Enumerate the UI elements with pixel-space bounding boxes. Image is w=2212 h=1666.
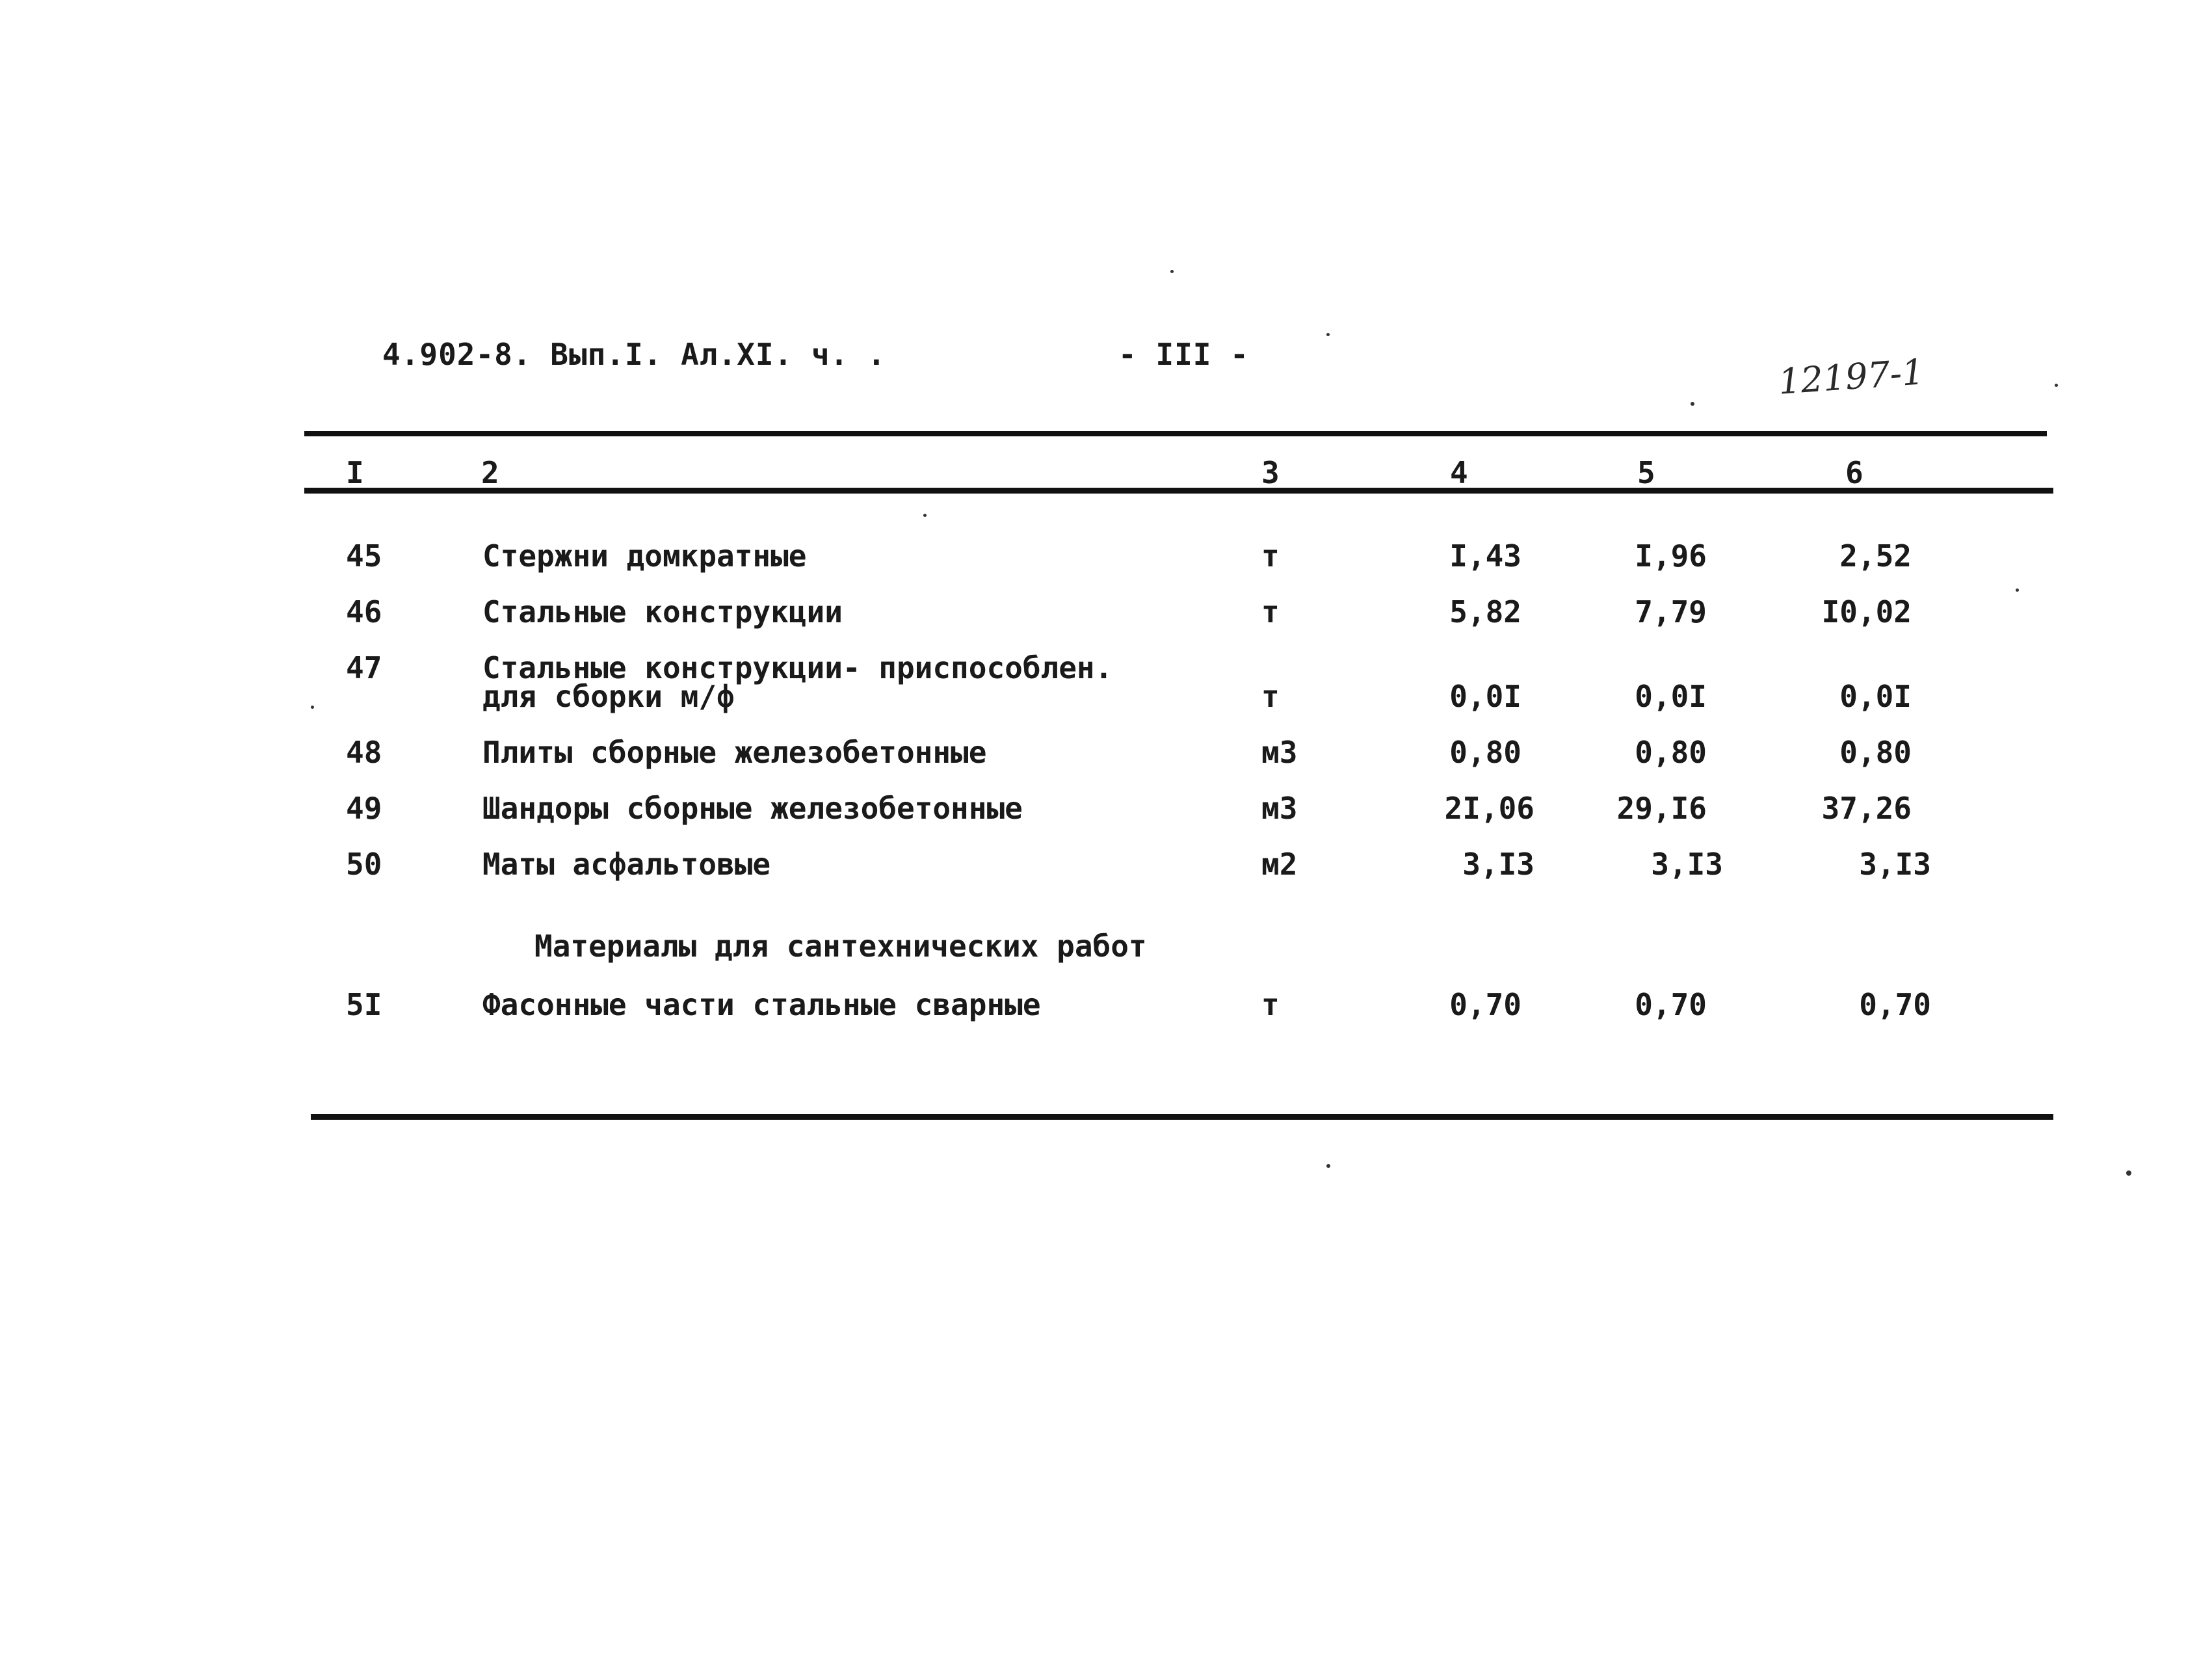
row-number: 5I	[346, 987, 382, 1022]
material-name: Шандоры сборные железобетонные	[482, 791, 1023, 826]
document-code: 4.902-8. Вып.I. Ал.XI. ч. .	[382, 337, 886, 372]
unit: м2	[1261, 847, 1298, 882]
material-name: Стальные конструкции	[482, 594, 843, 629]
column-header-1: I	[346, 455, 364, 490]
value-col-5: 0,0I	[1635, 679, 1707, 714]
table-top-rule	[304, 431, 2047, 436]
scan-speck	[2055, 384, 2058, 387]
value-col-5: 0,70	[1635, 987, 1707, 1022]
scan-speck	[1326, 333, 1330, 336]
value-col-5: 29,I6	[1616, 791, 1707, 826]
material-name: Стальные конструкции- приспособлен.	[482, 650, 1113, 685]
scan-speck	[1691, 402, 1694, 406]
unit: т	[1261, 987, 1280, 1022]
value-col-4: 0,0I	[1449, 679, 1521, 714]
value-col-6: I0,02	[1821, 594, 1912, 629]
handwritten-number: 12197-1	[1777, 351, 1926, 403]
table-bottom-rule	[311, 1114, 2053, 1120]
value-col-6: 3,I3	[1859, 847, 1931, 882]
column-header-4: 4	[1450, 455, 1468, 490]
value-col-6: 0,70	[1859, 987, 1931, 1022]
value-col-4: 2I,06	[1444, 791, 1534, 826]
column-header-5: 5	[1637, 455, 1655, 490]
material-name: Плиты сборные железобетонные	[482, 735, 987, 770]
row-number: 45	[346, 538, 382, 574]
value-col-4: 5,82	[1449, 594, 1521, 629]
value-col-6: 0,0I	[1839, 679, 1912, 714]
scan-speck	[1170, 270, 1174, 273]
value-col-4: 3,I3	[1462, 847, 1534, 882]
row-number: 47	[346, 650, 382, 685]
value-col-5: I,96	[1635, 538, 1707, 574]
column-header-6: 6	[1845, 455, 1863, 490]
row-number: 48	[346, 735, 382, 770]
unit: т	[1261, 594, 1280, 629]
scan-speck	[311, 706, 314, 709]
material-name-continued: для сборки м/ф	[482, 679, 735, 714]
material-name: Маты асфальтовые	[482, 847, 771, 882]
value-col-6: 2,52	[1839, 538, 1912, 574]
value-col-5: 0,80	[1635, 735, 1707, 770]
value-col-4: I,43	[1449, 538, 1521, 574]
page-number: - III -	[1118, 337, 1249, 372]
scan-speck	[1326, 1164, 1330, 1168]
row-number: 46	[346, 594, 382, 629]
value-col-4: 0,80	[1449, 735, 1521, 770]
unit: м3	[1261, 735, 1298, 770]
value-col-6: 37,26	[1821, 791, 1912, 826]
unit: т	[1261, 538, 1280, 574]
column-header-3: 3	[1261, 455, 1280, 490]
material-name: Стержни домкратные	[482, 538, 807, 574]
unit: т	[1261, 679, 1280, 714]
row-number: 50	[346, 847, 382, 882]
row-number: 49	[346, 791, 382, 826]
material-name: Фасонные части стальные сварные	[482, 987, 1041, 1022]
value-col-5: 3,I3	[1651, 847, 1723, 882]
section-title: Материалы для сантехнических работ	[534, 929, 1147, 964]
table-header-rule	[304, 488, 2053, 494]
scan-speck	[2126, 1170, 2131, 1176]
value-col-4: 0,70	[1449, 987, 1521, 1022]
value-col-5: 7,79	[1635, 594, 1707, 629]
unit: м3	[1261, 791, 1298, 826]
column-header-2: 2	[481, 455, 499, 490]
value-col-6: 0,80	[1839, 735, 1912, 770]
scan-speck	[2016, 588, 2019, 592]
scan-speck	[923, 514, 927, 517]
